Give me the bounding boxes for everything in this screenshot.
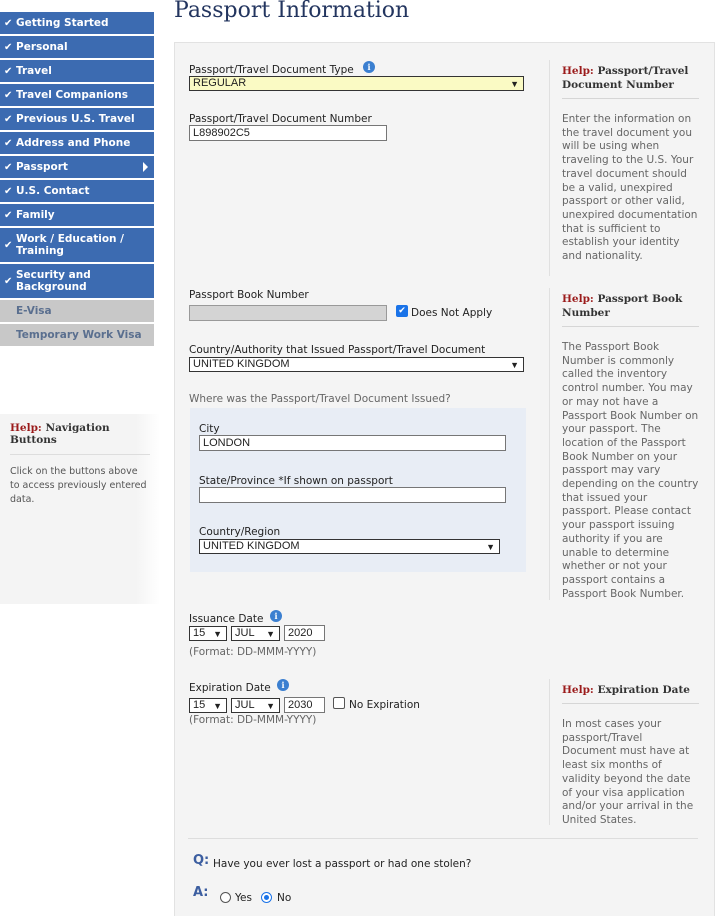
- sidebar-item-label: E-Visa: [16, 305, 52, 317]
- expiration-month-value: JUL: [235, 699, 255, 711]
- help-title: [562, 679, 699, 704]
- check-icon: ✔: [4, 41, 13, 53]
- country-issued-value: UNITED KINGDOM: [193, 358, 290, 370]
- help-book-number-panel: [549, 288, 699, 600]
- chevron-right-icon: [143, 162, 148, 172]
- doc-type-select[interactable]: [189, 76, 524, 91]
- doc-number-label: Passport/Travel Document Number: [189, 113, 372, 125]
- chevron-down-icon: ▼: [266, 701, 275, 711]
- check-icon: ✔: [4, 137, 13, 149]
- book-number-label: Passport Book Number: [189, 289, 309, 301]
- help-navigation-panel: [0, 414, 160, 604]
- sidebar-item-travel[interactable]: [0, 60, 154, 84]
- country-issued-select[interactable]: [189, 357, 524, 372]
- help-text: Enter the information on the travel document you will be using when traveling to the U.S. Your travel document should be a valid, unexpired passport or other valid, unexpired documentation that is sufficient to establish your identity and nationality.: [562, 113, 698, 263]
- help-prefix: Help:: [10, 422, 42, 434]
- sidebar-item-label: Travel: [16, 65, 52, 77]
- expiration-year-input[interactable]: 2030: [284, 697, 325, 713]
- where-issued-label: Where was the Passport/Travel Document Issued?: [189, 393, 451, 405]
- sidebar-item-us-contact[interactable]: [0, 180, 154, 204]
- divider: [188, 838, 698, 839]
- sidebar-item-previous-us-travel[interactable]: [0, 108, 154, 132]
- country-region-select[interactable]: [199, 539, 500, 554]
- page-title: Passport Information: [174, 0, 410, 23]
- check-icon: ✔: [4, 17, 13, 29]
- issuance-month-select[interactable]: [231, 626, 280, 641]
- sidebar-item-family[interactable]: [0, 204, 154, 228]
- no-radio[interactable]: [261, 892, 272, 903]
- state-input[interactable]: [199, 487, 506, 503]
- sidebar-item-address-phone[interactable]: [0, 132, 154, 156]
- answer-marker: A:: [193, 885, 209, 900]
- expiration-month-select[interactable]: [231, 698, 280, 713]
- city-label: City: [199, 423, 220, 435]
- info-icon[interactable]: i: [277, 679, 289, 691]
- help-prefix: Help:: [562, 684, 594, 696]
- help-title: [562, 288, 699, 327]
- sidebar-item-personal[interactable]: [0, 36, 154, 60]
- sidebar-item-label: Temporary Work Visa: [16, 329, 142, 341]
- yes-label: Yes: [235, 892, 252, 904]
- sidebar-item-travel-companions[interactable]: [0, 84, 154, 108]
- chevron-down-icon: ▼: [510, 79, 519, 89]
- sidebar-item-label: Getting Started: [16, 17, 109, 29]
- sidebar-item-label: Security and Background: [16, 269, 91, 293]
- info-icon[interactable]: i: [363, 61, 375, 73]
- help-text: Click on the buttons above to access previously entered data.: [10, 466, 147, 505]
- help-heading: Passport Book Number: [562, 293, 683, 319]
- issuance-date-label: Issuance Date: [189, 613, 264, 625]
- question-text: Have you ever lost a passport or had one stolen?: [213, 858, 472, 870]
- book-number-input[interactable]: [189, 305, 387, 321]
- sidebar-item-label: Work / Education / Training: [16, 233, 124, 257]
- sidebar-item-label: U.S. Contact: [16, 185, 90, 197]
- info-icon[interactable]: i: [270, 610, 282, 622]
- sidebar-item-label: Address and Phone: [16, 137, 131, 149]
- sidebar-item-temporary-work-visa: [0, 324, 154, 348]
- sidebar-item-label: Family: [16, 209, 55, 221]
- chevron-down-icon: ▼: [266, 629, 275, 639]
- issuance-format-hint: (Format: DD-MMM-YYYY): [189, 646, 317, 658]
- city-input[interactable]: LONDON: [199, 435, 506, 451]
- chevron-down-icon: ▼: [486, 542, 495, 552]
- chevron-down-icon: ▼: [510, 360, 519, 370]
- help-prefix: Help:: [562, 65, 594, 77]
- no-label: No: [277, 892, 292, 904]
- sidebar-item-label: Personal: [16, 41, 68, 53]
- help-doc-number-panel: [549, 60, 699, 276]
- doc-number-input[interactable]: L898902C5: [189, 125, 387, 141]
- no-expiration-checkbox[interactable]: [333, 697, 345, 709]
- sidebar-item-e-visa: [0, 300, 154, 324]
- does-not-apply-checkbox[interactable]: ✔: [396, 305, 408, 317]
- check-icon: ✔: [4, 89, 13, 101]
- question-marker: Q:: [193, 853, 210, 868]
- help-heading: Expiration Date: [597, 684, 690, 696]
- check-icon: ✔: [4, 161, 13, 173]
- help-heading: Passport/Travel Document Number: [562, 65, 689, 91]
- expiration-format-hint: (Format: DD-MMM-YYYY): [189, 714, 317, 726]
- expiration-day-select[interactable]: [189, 698, 227, 713]
- issuance-month-value: JUL: [235, 627, 255, 639]
- does-not-apply-label: Does Not Apply: [411, 307, 493, 319]
- chevron-down-icon: ▼: [213, 701, 222, 711]
- issuance-day-value: 15: [193, 627, 206, 639]
- help-heading: Navigation Buttons: [10, 422, 110, 446]
- no-expiration-label: No Expiration: [349, 699, 420, 711]
- sidebar-item-getting-started[interactable]: [0, 12, 154, 36]
- sidebar-nav: [0, 12, 154, 348]
- sidebar-item-label: Passport: [16, 161, 68, 173]
- issuance-day-select[interactable]: [189, 626, 227, 641]
- check-icon: ✔: [4, 275, 13, 287]
- sidebar-item-label: Previous U.S. Travel: [16, 113, 135, 125]
- issuance-year-input[interactable]: 2020: [284, 625, 325, 641]
- check-icon: ✔: [4, 209, 13, 221]
- help-expiration-panel: [549, 679, 699, 825]
- sidebar-item-label: Travel Companions: [16, 89, 128, 101]
- help-prefix: Help:: [562, 293, 594, 305]
- chevron-down-icon: ▼: [213, 629, 222, 639]
- expiration-date-label: Expiration Date: [189, 682, 271, 694]
- check-icon: ✔: [4, 185, 13, 197]
- doc-type-value: REGULAR: [193, 77, 247, 89]
- sidebar-item-security-background[interactable]: [0, 264, 154, 300]
- help-title: [562, 60, 699, 99]
- yes-radio[interactable]: [220, 892, 231, 903]
- sidebar-item-passport[interactable]: [0, 156, 154, 180]
- country-region-value: UNITED KINGDOM: [203, 540, 300, 552]
- doc-type-label: Passport/Travel Document Type: [189, 64, 354, 76]
- country-issued-label: Country/Authority that Issued Passport/Travel Document: [189, 344, 486, 356]
- sidebar-item-work-education[interactable]: [0, 228, 154, 264]
- country-region-label: Country/Region: [199, 526, 281, 538]
- help-text: The Passport Book Number is commonly called the inventory control number. You may or may not have a Passport Book Number on your passport. The location of the Passport Book Number on your passport may vary depending on the country that issued your passport. Please contact your passport issuing authority if you are unable to determine whether or not your passport contains a Passport Book Number.: [562, 341, 699, 600]
- check-icon: ✔: [4, 239, 13, 251]
- expiration-day-value: 15: [193, 699, 206, 711]
- help-text: In most cases your passport/Travel Document must have at least six months of validity beyond the date of your visa application and/or your arrival in the United States.: [562, 718, 694, 826]
- state-label: State/Province *If shown on passport: [199, 475, 393, 487]
- check-icon: ✔: [4, 65, 13, 77]
- help-title: [10, 422, 150, 455]
- check-icon: ✔: [4, 113, 13, 125]
